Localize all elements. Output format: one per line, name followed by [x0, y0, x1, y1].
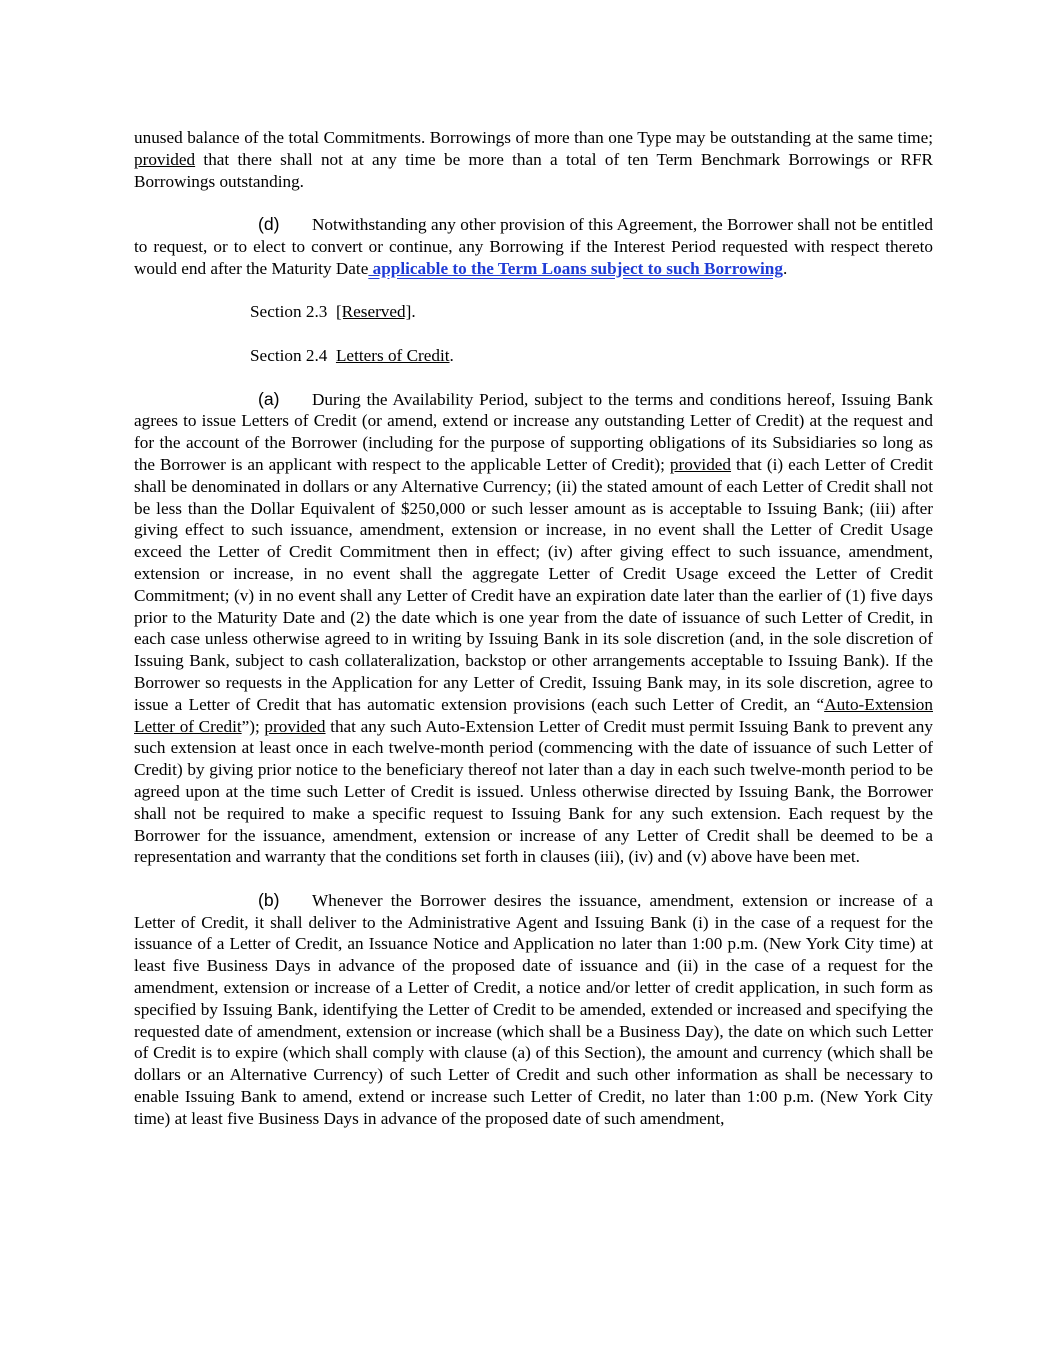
text: . — [782, 258, 788, 278]
section-number: Section 2.3 — [250, 302, 336, 322]
defined-word-provided: provided — [264, 716, 326, 736]
section-number: Section 2.4 — [250, 345, 336, 365]
defined-word-provided: provided — [134, 149, 196, 169]
paragraph-continuation — [134, 127, 933, 192]
defined-word-provided: provided — [669, 454, 732, 474]
text: . — [449, 345, 454, 365]
text: Whenever the Borrower desires the issuance, amendment, extension or increase of a Letter of Credit, it shall deliver to the Administrative Agent and Issuing Bank (i) in the case of a request for the issuance of a Letter of Credit, an Issuance Notice and Application no later than 1:00 p.m. (New York City time) at least five Business Days in advance of the proposed date of issuance and (ii) in the case of a request for the amendment, extension or increase of a Letter of Credit, a notice and/or letter of credit application, in such form as specified by Issuing Bank, identifying the Letter of Credit to be amended, extended or increased and specifying the requested date of amendment, extension or increase (which shall be a Business Day), the date on which such Letter of Credit is to expire (which shall comply with clause (a) of this Section), the amount and currency (which shall be dollars or an Alternative Currency) of such Letter of Credit and such other information as shall be necessary to enable Issuing Bank to amend, extend or increase such Letter of Credit, no later than 1:00 p.m. (New York City time) at least five Business Days in advance of the proposed date of such amendment, — [134, 890, 933, 1128]
defined-term-auto-extension: Auto-Extension Letter of Credit — [134, 694, 933, 736]
paragraph-a — [134, 389, 933, 869]
clause-label-d: (d) — [258, 214, 280, 235]
clause-label-b: (b) — [258, 889, 280, 910]
section-title: [Reserved] — [335, 302, 412, 322]
text: Notwithstanding any other provision of this Agreement, the Borrower shall not be entitled to request, or to elect to convert or continue, any Borrowing if the Interest Period requested with respect thereto would end after the Maturity Date — [134, 215, 933, 278]
document-page — [134, 127, 933, 1130]
paragraph-b — [134, 890, 933, 1130]
inserted-text: applicable to the Term Loans subject to such Borrowing — [368, 258, 783, 278]
text: . — [411, 302, 416, 322]
section-heading-2-4 — [134, 345, 933, 367]
text: ”); — [241, 716, 265, 736]
section-title: Letters of Credit — [335, 345, 450, 365]
text: that any such Auto-Extension Letter of Credit must permit Issuing Bank to prevent any such extension at least once in each twelve-month period (commencing with the date of issuance of such Letter of Credit) by giving prior notice to the beneficiary thereof not later than a day in each such twelve-month period to be agreed upon at the time such Letter of Credit is issued. Unless otherwise directed by Issuing Bank, the Borrower shall not be required to make a specific request to Issuing Bank for any such extension. Each request by the Borrower for the issuance, amendment, extension or increase of any Letter of Credit shall be deemed to be a representation and warranty that the conditions set forth in clauses (iii), (iv) and (v) above have been met. — [134, 716, 933, 867]
section-heading-2-3 — [134, 301, 933, 323]
text: During the Availability Period, subject to the terms and conditions hereof, Issuing Bank agrees to issue Letters of Credit (or amend, extend or increase any outstanding Letter of Credit) at the request and for the account of the Borrower (including for the purpose of supporting obligations of its Subsidiaries so long as the Borrower is an applicant with respect to the applicable Letter of Credit); — [134, 389, 933, 474]
text: that there shall not at any time be more than a total of ten Term Benchmark Borrowings or RFR Borrowings outstanding. — [134, 149, 933, 191]
clause-label-a: (a) — [258, 388, 280, 409]
text: unused balance of the total Commitments. Borrowings of more than one Type may be outstanding at the same time; — [134, 128, 933, 147]
paragraph-d — [134, 214, 933, 279]
text: that (i) each Letter of Credit shall be denominated in dollars or any Alternative Currency; (ii) the stated amount of each Letter of Credit shall not be less than the Dollar Equivalent of $250,000 or such lesser amount as is acceptable to Issuing Bank; (iii) after giving effect to such issuance, amendment, extension or increase, in no event shall the Letter of Credit Usage exceed the Letter of Credit Commitment then in effect; (iv) after giving effect to such issuance, amendment, extension or increase, in no event shall the aggregate Letter of Credit Usage exceed the Letter of Credit Commitment; (v) in no event shall any Letter of Credit have an expiration date later than the earlier of (1) five days prior to the Maturity Date and (2) the date which is one year from the date of issuance of such Letter of Credit, in each case unless otherwise agreed to in writing by Issuing Bank in its sole discretion (and, in the sole discretion of Issuing Bank, subject to cash collateralization, backstop or other arrangements acceptable to Issuing Bank). If the Borrower so requests in the Application for any Letter of Credit, Issuing Bank may, in its sole discretion, agree to issue a Letter of Credit that has automatic extension provisions (each such Letter of Credit, an “ — [134, 454, 933, 714]
